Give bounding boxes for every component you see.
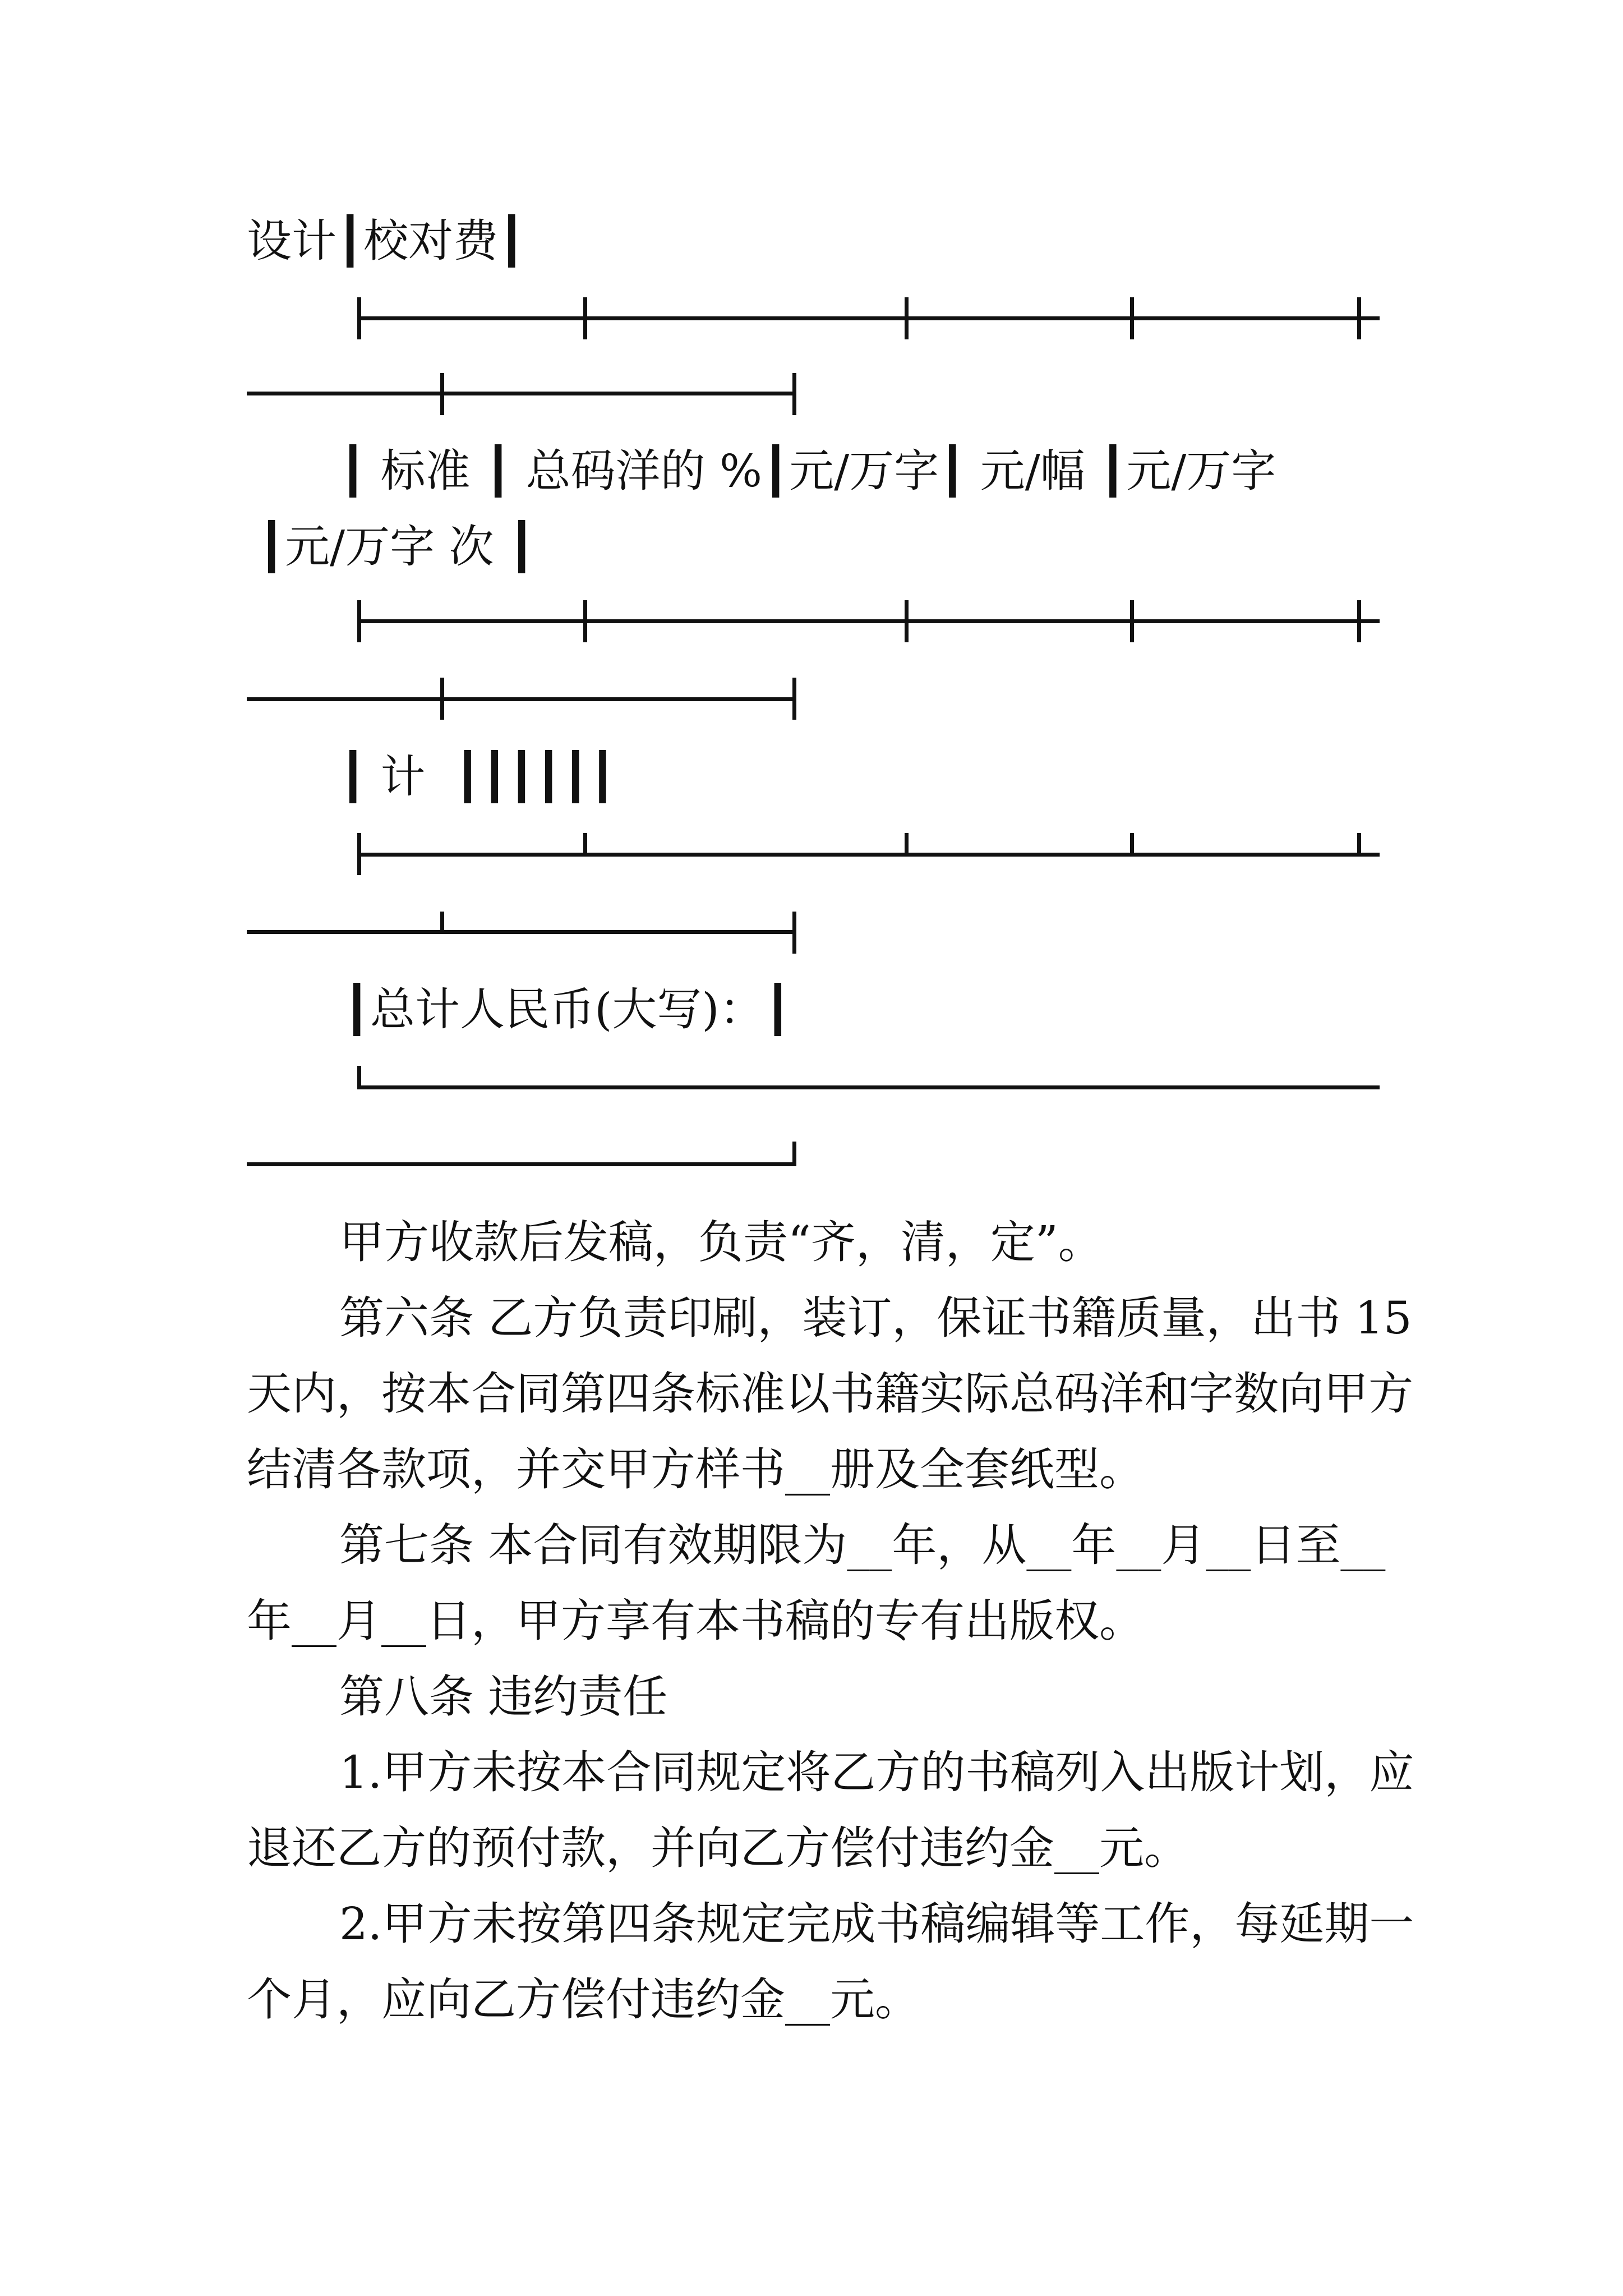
table-row-grand-total: ┃总计人民币(大写)：┃ <box>343 983 791 1036</box>
article-8-heading: 第八条 违约责任 <box>339 1671 668 1723</box>
clause-2-line-2: 个月，应向乙方偿付违约金__元。 <box>247 1973 920 2026</box>
clause-2-line-1: 2.甲方未按第四条规定完成书稿编辑等工作，每延期一 <box>339 1898 1414 1950</box>
table-row-standard-cont: ┃元/万字 次 ┃ <box>258 521 536 573</box>
article-6-line-1: 第六条 乙方负责印刷，装订，保证书籍质量，出书 15 <box>339 1292 1412 1344</box>
article-7-line-2: 年__月__日，甲方享有本书稿的专有出版权。 <box>247 1595 1144 1647</box>
clause-1-line-2: 退还乙方的预付款，并向乙方偿付违约金__元。 <box>247 1822 1189 1874</box>
article-7-line-1: 第七条 本合同有效期限为__年，从__年__月__日至__ <box>339 1519 1386 1571</box>
article-6-line-3: 结清各款项，并交甲方样书__册及全套纸型。 <box>247 1443 1144 1496</box>
table-row-total: ┃ 计 ┃┃┃┃┃┃ <box>339 751 616 803</box>
clause-1-line-1: 1.甲方未按本合同规定将乙方的书稿列入出版计划，应 <box>339 1746 1414 1798</box>
table-row-standard: ┃ 标准 ┃ 总码洋的 %┃元/万字┃ 元/幅 ┃元/万字 <box>339 445 1276 497</box>
paragraph-delivery: 甲方收款后发稿，负责“齐，清，定”。 <box>339 1216 1103 1268</box>
table-header-row: 设计┃校对费┃ <box>247 215 525 267</box>
article-6-line-2: 天内，按本合同第四条标准以书籍实际总码洋和字数向甲方 <box>247 1368 1413 1420</box>
